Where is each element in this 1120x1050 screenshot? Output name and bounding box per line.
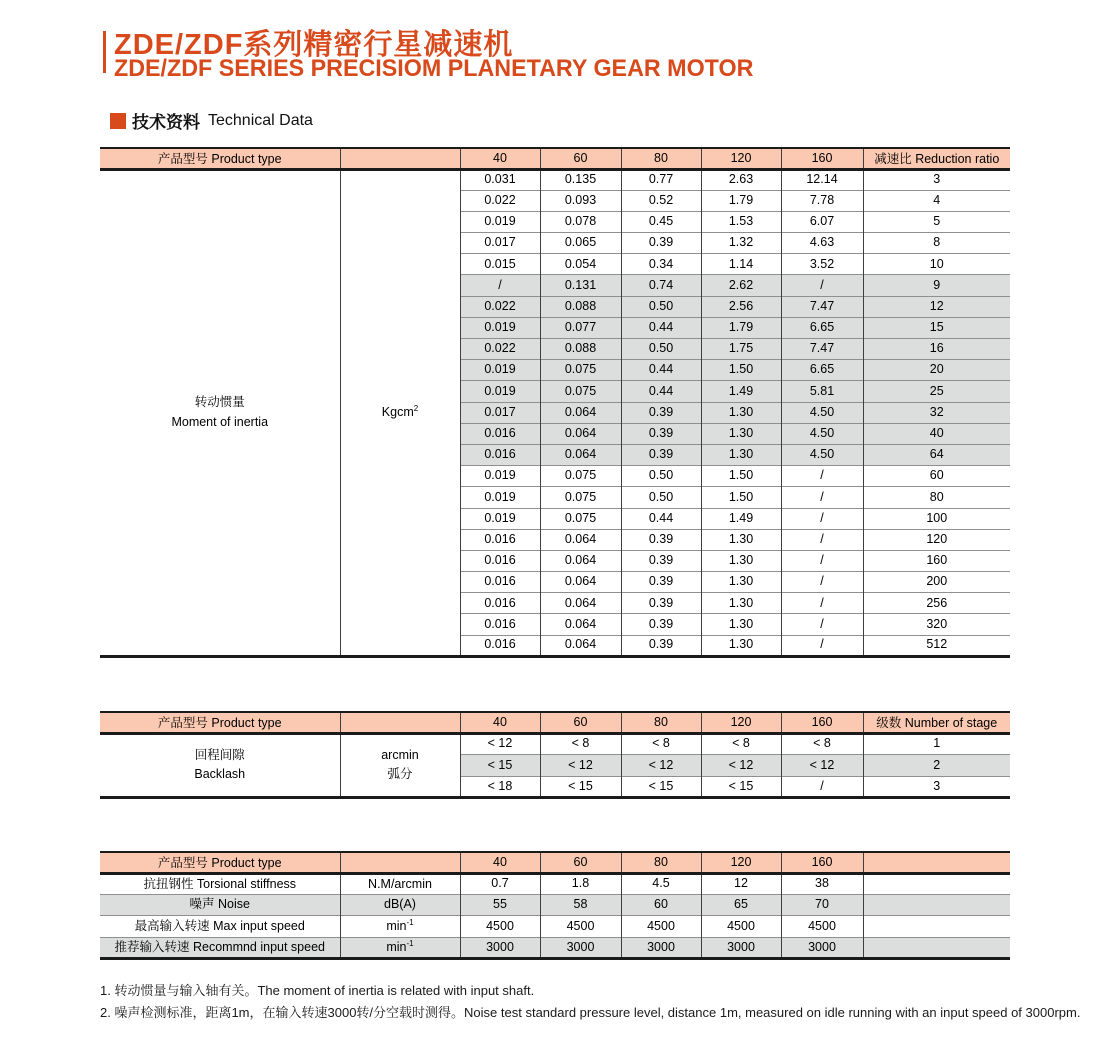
value-cell: 1.30 (701, 614, 781, 635)
value-cell: / (781, 487, 863, 508)
value-cell: 0.50 (621, 296, 701, 317)
value-cell: 0.017 (460, 233, 540, 254)
value-cell: 1.32 (701, 233, 781, 254)
table-row (100, 169, 1010, 190)
value-cell: 0.39 (621, 529, 701, 550)
value-cell: 1.30 (701, 593, 781, 614)
value-cell: 0.075 (540, 381, 621, 402)
value-cell: 0.064 (540, 550, 621, 571)
value-cell: 1.50 (701, 466, 781, 487)
last-col-cell (863, 937, 1010, 958)
value-cell: / (781, 593, 863, 614)
performance-table (100, 851, 1010, 960)
value-cell: < 8 (540, 733, 621, 755)
value-cell: / (781, 776, 863, 798)
footnote-2: 2. 噪声检测标准，距离1m，在输入转速3000转/分空载时测得。Noise test standard pressure level, distance 1m, measured on idle running with an input speed of 3000rpm. (100, 1004, 1081, 1020)
footnotes (100, 980, 1110, 1023)
last-col-cell: 12 (863, 296, 1010, 317)
value-cell: 0.022 (460, 190, 540, 211)
value-cell: < 15 (621, 776, 701, 798)
value-cell: 0.016 (460, 593, 540, 614)
moment-of-inertia-table (100, 147, 1010, 658)
value-cell: 0.064 (540, 529, 621, 550)
last-col-cell: 4 (863, 190, 1010, 211)
value-cell: 1.30 (701, 635, 781, 656)
value-cell: 0.075 (540, 360, 621, 381)
last-col-cell: 3 (863, 169, 1010, 190)
value-cell: 0.50 (621, 466, 701, 487)
value-cell: 0.016 (460, 444, 540, 465)
value-cell: 0.016 (460, 550, 540, 571)
value-cell: 0.064 (540, 635, 621, 656)
last-col-cell: 160 (863, 550, 1010, 571)
value-cell: < 12 (460, 733, 540, 755)
header-cell: 产品型号 Product type (100, 148, 340, 169)
row-label: 抗扭钢性 Torsional stiffness (100, 873, 340, 894)
value-cell: 0.019 (460, 360, 540, 381)
row-group-label: 转动惯量 Moment of inertia (171, 395, 269, 429)
value-cell: / (781, 572, 863, 593)
last-col-cell: 64 (863, 444, 1010, 465)
value-cell: 0.39 (621, 444, 701, 465)
value-cell: 0.088 (540, 296, 621, 317)
last-col-cell: 16 (863, 339, 1010, 360)
value-cell: 0.016 (460, 423, 540, 444)
value-cell: 2.63 (701, 169, 781, 190)
value-cell: 0.019 (460, 508, 540, 529)
value-cell: 0.44 (621, 508, 701, 529)
value-cell: 0.093 (540, 190, 621, 211)
value-cell: 6.65 (781, 317, 863, 338)
value-cell: 6.65 (781, 360, 863, 381)
value-cell: 0.50 (621, 339, 701, 360)
value-cell: 0.031 (460, 169, 540, 190)
table-row (100, 916, 1010, 937)
value-cell: / (781, 466, 863, 487)
value-cell: 0.39 (621, 572, 701, 593)
header-cell: 80 (621, 148, 701, 169)
value-cell: 12.14 (781, 169, 863, 190)
header-cell: 产品型号 Product type (100, 712, 340, 733)
header-cell: 减速比 Reduction ratio (863, 148, 1010, 169)
value-cell: 0.016 (460, 572, 540, 593)
last-col-cell (863, 873, 1010, 894)
value-cell: 0.022 (460, 339, 540, 360)
last-col-cell (863, 916, 1010, 937)
last-col-cell: 32 (863, 402, 1010, 423)
header-cell: 160 (781, 712, 863, 733)
value-cell: 1.49 (701, 508, 781, 529)
value-cell: 4500 (621, 916, 701, 937)
table-row (100, 733, 1010, 755)
value-cell: 4500 (701, 916, 781, 937)
value-cell: 5.81 (781, 381, 863, 402)
header-cell: 60 (540, 148, 621, 169)
value-cell: 0.054 (540, 254, 621, 275)
value-cell: 0.50 (621, 487, 701, 508)
last-col-cell: 2 (863, 755, 1010, 777)
value-cell: 1.8 (540, 873, 621, 894)
value-cell: 1.30 (701, 402, 781, 423)
value-cell: < 8 (701, 733, 781, 755)
unit-cell: dB(A) (340, 894, 460, 915)
value-cell: 1.30 (701, 550, 781, 571)
value-cell: / (781, 529, 863, 550)
value-cell: 1.30 (701, 444, 781, 465)
value-cell: 12 (701, 873, 781, 894)
value-cell: 0.016 (460, 635, 540, 656)
value-cell: 0.075 (540, 508, 621, 529)
last-col-cell: 10 (863, 254, 1010, 275)
value-cell: 0.45 (621, 211, 701, 232)
value-cell: 0.019 (460, 381, 540, 402)
header-cell: 160 (781, 852, 863, 873)
value-cell: / (781, 508, 863, 529)
last-col-cell: 9 (863, 275, 1010, 296)
value-cell: 0.064 (540, 444, 621, 465)
unit-cell: N.M/arcmin (340, 873, 460, 894)
value-cell: 0.39 (621, 550, 701, 571)
value-cell: < 12 (701, 755, 781, 777)
last-col-cell: 5 (863, 211, 1010, 232)
value-cell: 60 (621, 894, 701, 915)
value-cell: 58 (540, 894, 621, 915)
value-cell: 0.39 (621, 402, 701, 423)
value-cell: 0.39 (621, 635, 701, 656)
last-col-cell: 100 (863, 508, 1010, 529)
value-cell: 0.064 (540, 572, 621, 593)
value-cell: / (460, 275, 540, 296)
table-header-row (100, 148, 1010, 169)
value-cell: / (781, 275, 863, 296)
value-cell: 0.065 (540, 233, 621, 254)
header-cell (340, 852, 460, 873)
last-col-cell: 200 (863, 572, 1010, 593)
value-cell: 1.30 (701, 572, 781, 593)
value-cell: 0.44 (621, 381, 701, 402)
value-cell: 0.7 (460, 873, 540, 894)
value-cell: 0.019 (460, 211, 540, 232)
value-cell: 4.63 (781, 233, 863, 254)
header-cell (863, 852, 1010, 873)
unit-cell: Kgcm$^2$ (340, 169, 460, 656)
table-row (100, 894, 1010, 915)
header-cell: 40 (460, 148, 540, 169)
value-cell: 65 (701, 894, 781, 915)
unit-cell: $\min^{-1}$ (340, 937, 460, 958)
value-cell: 1.30 (701, 423, 781, 444)
value-cell: 4500 (460, 916, 540, 937)
last-col-cell: 80 (863, 487, 1010, 508)
title-accent-bar (103, 31, 106, 73)
value-cell: 0.34 (621, 254, 701, 275)
value-cell: 7.47 (781, 339, 863, 360)
value-cell: 1.53 (701, 211, 781, 232)
section-title-chinese: 技术资料 (132, 113, 200, 132)
value-cell: 0.019 (460, 466, 540, 487)
value-cell: 4.5 (621, 873, 701, 894)
header-cell (340, 148, 460, 169)
value-cell: 7.47 (781, 296, 863, 317)
value-cell: 0.39 (621, 233, 701, 254)
value-cell: 3000 (621, 937, 701, 958)
unit-cell: arcmin 弧分 (340, 733, 460, 798)
page-title-english: ZDE/ZDF SERIES PRECISIOM PLANETARY GEAR MOTOR (114, 55, 754, 82)
last-col-cell: 40 (863, 423, 1010, 444)
value-cell: 4.50 (781, 402, 863, 423)
header-cell: 级数 Number of stage (863, 712, 1010, 733)
table-header-row (100, 852, 1010, 873)
value-cell: 7.78 (781, 190, 863, 211)
value-cell: < 18 (460, 776, 540, 798)
value-cell: 0.77 (621, 169, 701, 190)
last-col-cell: 25 (863, 381, 1010, 402)
value-cell: 0.39 (621, 593, 701, 614)
value-cell: 0.064 (540, 423, 621, 444)
backlash-table (100, 711, 1010, 799)
value-cell: 0.39 (621, 423, 701, 444)
value-cell: / (781, 550, 863, 571)
header-cell (340, 712, 460, 733)
unit-cell: $\min^{-1}$ (340, 916, 460, 937)
value-cell: 70 (781, 894, 863, 915)
value-cell: 1.75 (701, 339, 781, 360)
value-cell: 3000 (460, 937, 540, 958)
header-cell: 120 (701, 712, 781, 733)
table-header-row (100, 712, 1010, 733)
value-cell: 0.088 (540, 339, 621, 360)
last-col-cell: 20 (863, 360, 1010, 381)
value-cell: < 15 (460, 755, 540, 777)
value-cell: 0.017 (460, 402, 540, 423)
value-cell: 0.135 (540, 169, 621, 190)
page-title-chinese: ZDE/ZDF系列精密行星减速机 (114, 29, 514, 61)
last-col-cell: 3 (863, 776, 1010, 798)
last-col-cell: 8 (863, 233, 1010, 254)
value-cell: 0.064 (540, 593, 621, 614)
header-cell: 40 (460, 852, 540, 873)
value-cell: / (781, 614, 863, 635)
value-cell: 4500 (781, 916, 863, 937)
value-cell: 0.016 (460, 529, 540, 550)
table-row (100, 873, 1010, 894)
footnote-1: 1. 转动惯量与输入轴有关。The moment of inertia is related with input shaft. (100, 983, 535, 998)
value-cell: < 8 (621, 733, 701, 755)
value-cell: 4.50 (781, 444, 863, 465)
value-cell: 1.50 (701, 360, 781, 381)
value-cell: 0.39 (621, 614, 701, 635)
value-cell: 38 (781, 873, 863, 894)
value-cell: 2.56 (701, 296, 781, 317)
row-group-label: 回程间隙 Backlash (194, 748, 246, 782)
last-col-cell (863, 894, 1010, 915)
header-cell: 160 (781, 148, 863, 169)
last-col-cell: 1 (863, 733, 1010, 755)
value-cell: 0.064 (540, 614, 621, 635)
value-cell: 1.79 (701, 317, 781, 338)
section-bullet-square (110, 113, 126, 129)
header-cell: 60 (540, 712, 621, 733)
value-cell: 0.015 (460, 254, 540, 275)
value-cell: < 8 (781, 733, 863, 755)
header-cell: 120 (701, 852, 781, 873)
last-col-cell: 60 (863, 466, 1010, 487)
value-cell: 0.075 (540, 487, 621, 508)
value-cell: 0.019 (460, 487, 540, 508)
table-row (100, 937, 1010, 958)
value-cell: 0.44 (621, 317, 701, 338)
last-col-cell: 120 (863, 529, 1010, 550)
value-cell: < 15 (540, 776, 621, 798)
header-cell: 80 (621, 852, 701, 873)
value-cell: 0.078 (540, 211, 621, 232)
section-title-english: Technical Data (208, 111, 313, 129)
value-cell: < 12 (781, 755, 863, 777)
last-col-cell: 256 (863, 593, 1010, 614)
value-cell: < 12 (621, 755, 701, 777)
value-cell: 0.064 (540, 402, 621, 423)
last-col-cell: 15 (863, 317, 1010, 338)
header-cell: 60 (540, 852, 621, 873)
value-cell: 1.79 (701, 190, 781, 211)
value-cell: 6.07 (781, 211, 863, 232)
value-cell: 0.022 (460, 296, 540, 317)
value-cell: 0.44 (621, 360, 701, 381)
value-cell: 3000 (540, 937, 621, 958)
value-cell: < 12 (540, 755, 621, 777)
header-cell: 40 (460, 712, 540, 733)
value-cell: 4.50 (781, 423, 863, 444)
value-cell: 4500 (540, 916, 621, 937)
value-cell: 0.075 (540, 466, 621, 487)
value-cell: 55 (460, 894, 540, 915)
value-cell: 3000 (781, 937, 863, 958)
value-cell: 0.019 (460, 317, 540, 338)
header-cell: 80 (621, 712, 701, 733)
value-cell: 2.62 (701, 275, 781, 296)
value-cell: 1.14 (701, 254, 781, 275)
value-cell: 0.016 (460, 614, 540, 635)
value-cell: 1.30 (701, 529, 781, 550)
value-cell: 1.50 (701, 487, 781, 508)
value-cell: < 15 (701, 776, 781, 798)
row-label: 推荐输入转速 Recommnd input speed (100, 937, 340, 958)
value-cell: 0.52 (621, 190, 701, 211)
header-cell: 120 (701, 148, 781, 169)
value-cell: 0.74 (621, 275, 701, 296)
section-header (110, 108, 313, 133)
value-cell: 3000 (701, 937, 781, 958)
value-cell: 0.077 (540, 317, 621, 338)
row-label: 噪声 Noise (100, 894, 340, 915)
row-label: 最高输入转速 Max input speed (100, 916, 340, 937)
value-cell: 3.52 (781, 254, 863, 275)
last-col-cell: 512 (863, 635, 1010, 656)
header-cell: 产品型号 Product type (100, 852, 340, 873)
last-col-cell: 320 (863, 614, 1010, 635)
value-cell: 0.131 (540, 275, 621, 296)
value-cell: / (781, 635, 863, 656)
value-cell: 1.49 (701, 381, 781, 402)
